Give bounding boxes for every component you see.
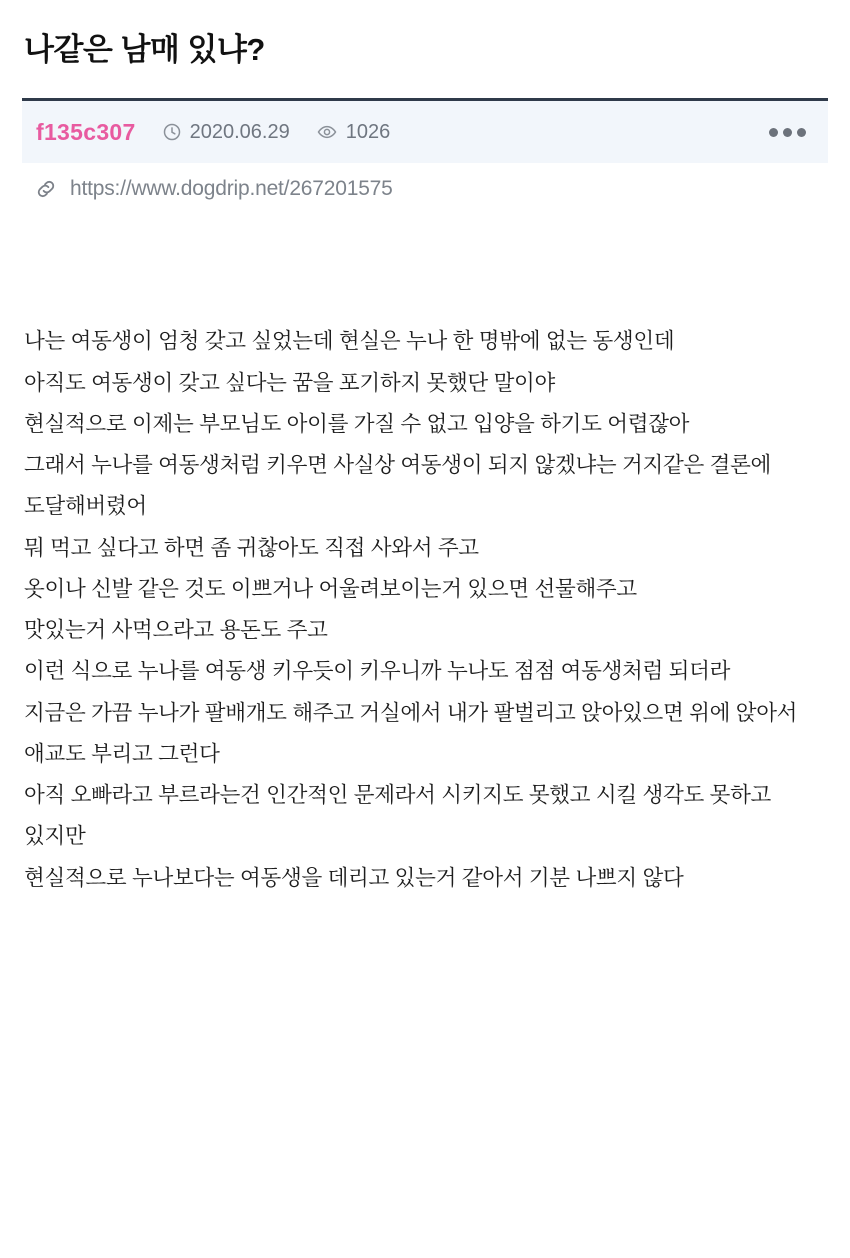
eye-icon (316, 122, 338, 142)
author-name[interactable]: f135c307 (36, 118, 136, 145)
dot (769, 128, 778, 137)
post-paragraph: 옷이나 신발 같은 것도 이쁘거나 어울려보이는거 있으면 선물해주고 (24, 576, 637, 601)
page-title: 나같은 남매 있냐? (24, 32, 265, 67)
post-paragraph: 맛있는거 사먹으라고 용돈도 주고 (24, 618, 328, 643)
source-url[interactable]: https://www.dogdrip.net/267201575 (70, 177, 393, 201)
post-paragraph: 그래서 누나를 여동생처럼 키우면 사실상 여동생이 되지 않겠냐는 거지같은 결론에 도달해버렸어 (24, 453, 772, 519)
post-paragraph: 지금은 가끔 누나가 팔배개도 해주고 거실에서 내가 팔벌리고 앉아있으면 위에 앉아서 애교도 부리고 그런다 (24, 700, 798, 766)
post-body (22, 321, 828, 939)
post-date-label: 2020.06.29 (189, 120, 290, 143)
post-paragraph: 나는 여동생이 엄청 갖고 싶었는데 현실은 누나 한 명밖에 없는 동생인데 (24, 329, 675, 354)
more-options-icon[interactable] (769, 128, 812, 137)
link-icon (34, 177, 58, 201)
post-paragraph: 뭐 먹고 싶다고 하면 좀 귀찮아도 직접 사와서 주고 (24, 535, 479, 560)
clock-icon (162, 122, 182, 142)
source-link-row[interactable] (22, 163, 828, 201)
post-page (0, 30, 850, 939)
post-views-count: 1026 (345, 120, 391, 143)
post-paragraph: 현실적으로 이제는 부모님도 아이를 가질 수 없고 입양을 하기도 어렵잖아 (24, 411, 690, 436)
post-paragraph: 현실적으로 누나보다는 여동생을 데리고 있는거 같아서 기분 나쁘지 않다 (24, 865, 684, 890)
post-paragraph: 이런 식으로 누나를 여동생 키우듯이 키우니까 누나도 점점 여동생처럼 되더라 (24, 659, 731, 684)
post-paragraph: 아직도 여동생이 갖고 싶다는 꿈을 포기하지 못했단 말이야 (24, 370, 555, 395)
post-meta-bar (22, 101, 828, 163)
post-paragraph: 아직 오빠라고 부르라는건 인간적인 문제라서 시키지도 못했고 시킬 생각도 못하고 있지만 (24, 783, 772, 849)
dot (783, 128, 792, 137)
post-date (162, 121, 290, 144)
post-views (316, 121, 391, 144)
dot (797, 128, 806, 137)
